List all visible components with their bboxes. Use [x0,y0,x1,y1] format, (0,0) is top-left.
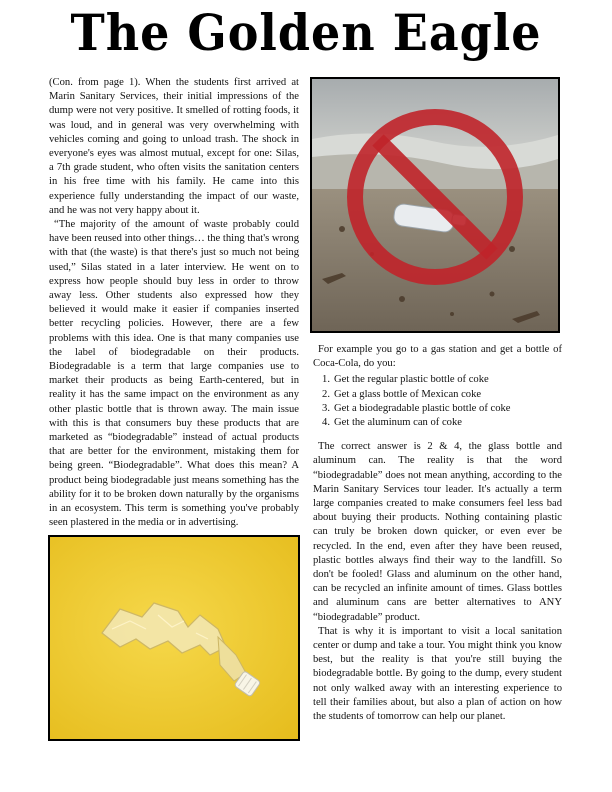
article-paragraph: The correct answer is 2 & 4, the glass bottle and aluminum can. The reality is that the word “biodegradable” does not mean anything, according to the Marin Sanitary Services tour leader. It's actually a term large companies created to make consumers feel less bad about buying their products. Nothing containing plastic can truly be broken down quicker, or even ever be recycled. In the end, even after they have been reused, plastic bottles always find their way to the landfill. So don't be fooled! Glass and aluminum on the other hand, can be recycled an infinite amount of times. Glass bottles and aluminum cans are better alternatives to ANY “biodegradable” product. [313,441,562,623]
answer-options-list [313,373,562,430]
answer-option: 1. Get the regular plastic bottle of coke [322,374,489,386]
question-intro: For example you go to a gas station and get a bottle of Coca-Cola, do you: [313,344,562,370]
crushed-bottle-photo [48,535,300,741]
beach-photo-graphic [312,79,558,331]
answer-option: 4. Get the aluminum can of coke [322,417,462,429]
answer-option: 3. Get a biodegradable plastic bottle of coke [322,402,511,414]
beach-bottle-photo [310,77,560,333]
yellow-photo-graphic [50,537,298,739]
left-column-article [49,76,299,531]
masthead-title: The Golden Eagle [70,3,542,63]
right-column-article [313,343,562,724]
article-paragraph: (Con. from page 1). When the students first arrived at Marin Sanitary Services, their initial impressions of the dump were not very positive. It smelled of rotting foods, it was loud, and in general was very overwhelming with vehicles coming and going to unload trash. The shock in everyone's eyes was almost mutual, except for one: Silas, a 7th grade student, who often visits the sanitation centers in his free time with his family. He came into this experience fully understanding the impact of our waste, and he was not very happy about it. [49,77,299,216]
article-paragraph: That is why it is important to visit a local sanitation center or dump and take a tour. You might think you know best, but the reality is that you're still buying the biodegradable bottle. By going to the dump, every student not only walked away with an interesting experience to tell their families about, but also a plan of action on how the students of tomorrow can help our planet. [313,625,562,723]
answer-option: 2. Get a glass bottle of Mexican coke [322,388,482,400]
article-paragraph: “The majority of the amount of waste probably could have been reused into other things… the thing that's wrong with that (the waste) is that there's just so much not being used,” Silas stated in a later interview. He went on to express how people should buy less in order to throw away less. Other students also expressed how they believed it would make it easier if companies inserted better recycling policies. However, there are a few problems with this idea. One is that many companies use the label of biodegradable on their products. Biodegradable is a term that large companies use to market their products as being Earth-centered, but in reality it has the same impact on the environment as any other plastic bottle that is thrown away. The main issue with this is that consumers buy these products that are marketed as “biodegradable” instead of actual products that are better for the environment, mistaking them for being green. “Biodegradable”. What does this mean? A product being biodegradable just means something has the ability for it to be broken down naturally by the organisms in an ecosystem. This term is something you've probably seen plastered in the media or in advertising. [49,219,299,529]
